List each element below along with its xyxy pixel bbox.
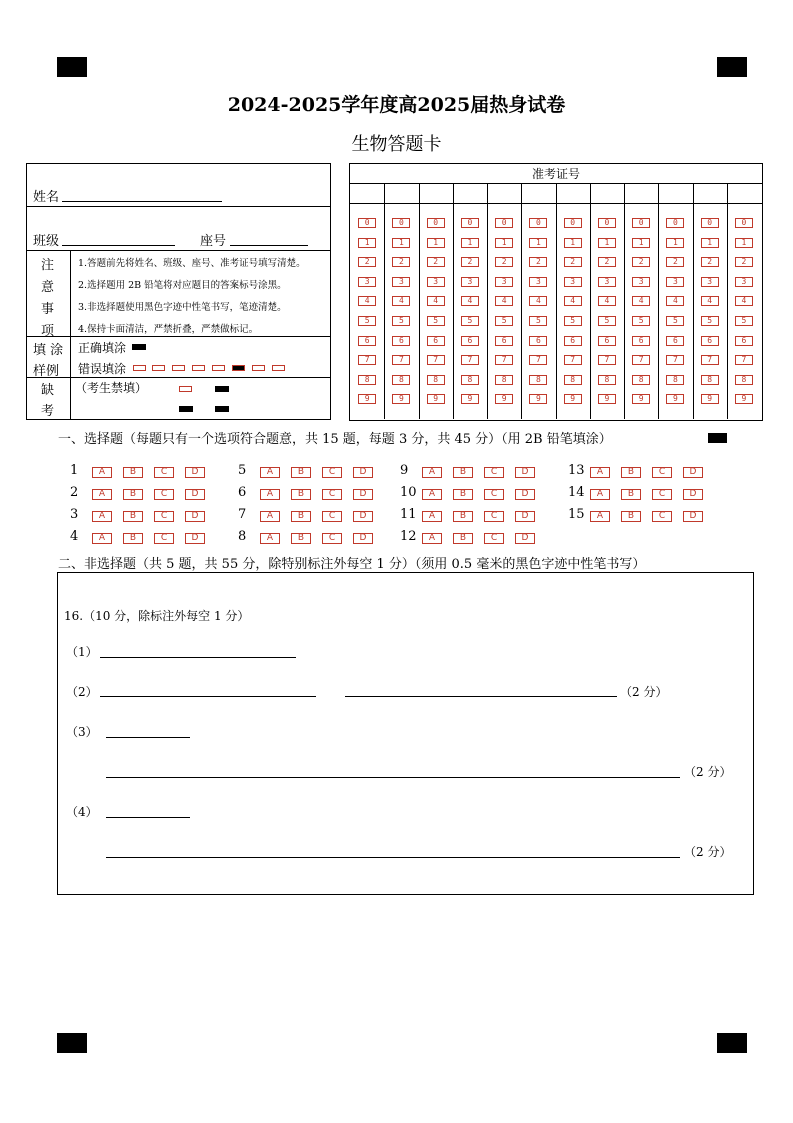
exam-number-digit-bubble[interactable]: 4 — [564, 296, 582, 306]
question-number: 4 — [70, 529, 79, 544]
option-bubble-c[interactable]: C — [484, 533, 504, 544]
exam-number-write-cell[interactable] — [455, 185, 485, 201]
option-bubble-d[interactable]: D — [185, 467, 205, 478]
option-bubble-a[interactable]: A — [260, 467, 280, 478]
exam-number-digit-bubble[interactable]: 3 — [735, 277, 753, 287]
notice-char-1: 注 — [41, 258, 55, 273]
option-bubble-c[interactable]: C — [652, 467, 672, 478]
exam-number-digit-bubble[interactable]: 5 — [461, 316, 479, 326]
question-number: 8 — [238, 529, 247, 544]
exam-number-column-divider — [624, 183, 625, 419]
exam-number-digit-bubble[interactable]: 6 — [461, 336, 479, 346]
option-bubble-d[interactable]: D — [185, 511, 205, 522]
exam-number-column-divider — [384, 183, 385, 419]
exam-number-digit-bubble[interactable]: 0 — [392, 218, 410, 228]
option-bubble-a[interactable]: A — [92, 467, 112, 478]
exam-number-digit-bubble[interactable]: 8 — [701, 375, 719, 385]
q16-part1-label: （1） — [66, 645, 98, 659]
exam-number-digit-bubble[interactable]: 9 — [358, 394, 376, 404]
option-bubble-b[interactable]: B — [621, 489, 641, 500]
exam-number-write-cell[interactable] — [660, 185, 690, 201]
option-bubble-a[interactable]: A — [422, 533, 442, 544]
exam-number-digit-bubble[interactable]: 2 — [392, 257, 410, 267]
exam-number-digit-bubble[interactable]: 1 — [495, 238, 513, 248]
option-bubble-b[interactable]: B — [453, 467, 473, 478]
option-bubble-a[interactable]: A — [92, 489, 112, 500]
option-bubble-a[interactable]: A — [422, 511, 442, 522]
exam-number-digit-bubble[interactable]: 2 — [427, 257, 445, 267]
exam-number-digit-bubble[interactable]: 0 — [598, 218, 616, 228]
exam-number-digit-bubble[interactable]: 6 — [495, 336, 513, 346]
exam-number-digit-bubble[interactable]: 9 — [529, 394, 547, 404]
exam-number-write-cell[interactable] — [386, 185, 416, 201]
exam-number-digit-bubble[interactable]: 9 — [495, 394, 513, 404]
option-bubble-c[interactable]: C — [484, 489, 504, 500]
exam-number-digit-bubble[interactable]: 3 — [495, 277, 513, 287]
option-bubble-b[interactable]: B — [291, 511, 311, 522]
exam-number-digit-bubble[interactable]: 3 — [461, 277, 479, 287]
exam-number-digit-bubble[interactable]: 5 — [529, 316, 547, 326]
exam-number-digit-bubble[interactable]: 0 — [495, 218, 513, 228]
option-bubble-d[interactable]: D — [353, 511, 373, 522]
q16-part3-label: （3） — [66, 725, 98, 739]
registration-mark-bottom-left — [57, 1033, 87, 1053]
exam-number-digit-bubble[interactable]: 0 — [632, 218, 650, 228]
option-bubble-d[interactable]: D — [353, 533, 373, 544]
exam-number-column-divider — [419, 183, 420, 419]
exam-number-write-cell[interactable] — [523, 185, 553, 201]
page-title: 2024-2025学年度高2025届热身试卷 — [227, 94, 566, 116]
seat-field[interactable] — [230, 230, 308, 246]
exam-number-digit-bubble[interactable]: 0 — [461, 218, 479, 228]
exam-number-digit-bubble[interactable]: 7 — [495, 355, 513, 365]
exam-number-digit-bubble[interactable]: 6 — [598, 336, 616, 346]
exam-number-box — [349, 163, 763, 421]
option-bubble-d[interactable]: D — [515, 533, 535, 544]
exam-number-write-cell[interactable] — [626, 185, 656, 201]
option-bubble-b[interactable]: B — [453, 533, 473, 544]
class-label: 班级 — [33, 234, 60, 249]
exam-number-digit-bubble[interactable]: 4 — [701, 296, 719, 306]
question-number: 12 — [400, 529, 417, 544]
q16-part2-label: （2） — [66, 685, 98, 699]
exam-number-digit-bubble[interactable]: 7 — [735, 355, 753, 365]
exam-number-digit-bubble[interactable]: 4 — [495, 296, 513, 306]
notice-char-3: 事 — [41, 302, 55, 317]
exam-number-digit-bubble[interactable]: 4 — [735, 296, 753, 306]
exam-number-digit-bubble[interactable]: 6 — [427, 336, 445, 346]
q16-part3-blank-1[interactable] — [106, 737, 190, 738]
exam-number-digit-bubble[interactable]: 3 — [529, 277, 547, 287]
exam-number-digit-bubble[interactable]: 0 — [427, 218, 445, 228]
q16-part2-score: （2 分） — [620, 685, 668, 699]
exam-number-column-divider — [556, 183, 557, 419]
option-bubble-c[interactable]: C — [322, 533, 342, 544]
exam-number-digit-bubble[interactable]: 1 — [564, 238, 582, 248]
exam-number-digit-bubble[interactable]: 1 — [632, 238, 650, 248]
option-bubble-b[interactable]: B — [123, 489, 143, 500]
exam-number-write-cell[interactable] — [729, 185, 759, 201]
exam-number-digit-bubble[interactable]: 5 — [564, 316, 582, 326]
exam-number-write-cell[interactable] — [592, 185, 622, 201]
exam-number-digit-bubble[interactable]: 8 — [358, 375, 376, 385]
exam-number-column-divider — [453, 183, 454, 419]
class-field[interactable] — [62, 230, 175, 246]
exam-number-digit-bubble[interactable]: 7 — [358, 355, 376, 365]
option-bubble-b[interactable]: B — [291, 467, 311, 478]
exam-number-digit-bubble[interactable]: 8 — [666, 375, 684, 385]
exam-number-column-divider — [658, 183, 659, 419]
exam-number-column-divider — [727, 183, 728, 419]
wrong-fill-label: 错误填涂 — [78, 362, 127, 376]
exam-number-digit-bubble[interactable]: 6 — [564, 336, 582, 346]
exam-number-digit-bubble[interactable]: 9 — [735, 394, 753, 404]
exam-number-digit-bubble[interactable]: 1 — [358, 238, 376, 248]
section-mark — [708, 433, 727, 443]
exam-number-digit-bubble[interactable]: 7 — [427, 355, 445, 365]
exam-number-digit-bubble[interactable]: 7 — [666, 355, 684, 365]
exam-number-digit-bubble[interactable]: 1 — [461, 238, 479, 248]
exam-number-digit-bubble[interactable]: 8 — [598, 375, 616, 385]
exam-number-column-divider — [693, 183, 694, 419]
absent-bubble[interactable] — [179, 386, 192, 392]
exam-number-digit-bubble[interactable]: 1 — [529, 238, 547, 248]
exam-number-digit-bubble[interactable]: 7 — [529, 355, 547, 365]
option-bubble-d[interactable]: D — [353, 489, 373, 500]
question-number: 11 — [400, 507, 417, 522]
option-bubble-b[interactable]: B — [123, 467, 143, 478]
question-number: 7 — [238, 507, 247, 522]
option-bubble-d[interactable]: D — [515, 489, 535, 500]
exam-number-digit-bubble[interactable]: 2 — [358, 257, 376, 267]
absent-note: （考生禁填） — [75, 381, 148, 395]
option-bubble-c[interactable]: C — [154, 467, 174, 478]
correct-fill-sample — [132, 344, 146, 350]
exam-number-write-cell[interactable] — [558, 185, 588, 201]
section2-title: 二、非选择题（共 5 题，共 55 分，除特别标注外每空 1 分）（须用 0.5 毫米的黑色字迹中性笔书写） — [58, 557, 646, 572]
exam-number-digit-bubble[interactable]: 0 — [529, 218, 547, 228]
option-bubble-a[interactable]: A — [260, 533, 280, 544]
exam-number-digit-bubble[interactable]: 9 — [666, 394, 684, 404]
exam-number-column-divider — [521, 183, 522, 419]
question-number: 2 — [70, 485, 79, 500]
exam-number-digit-bubble[interactable]: 6 — [666, 336, 684, 346]
exam-number-digit-bubble[interactable]: 3 — [564, 277, 582, 287]
exam-number-write-cell[interactable] — [489, 185, 519, 201]
exam-number-digit-bubble[interactable]: 6 — [735, 336, 753, 346]
notice-1: 1.答题前先将姓名、班级、座号、准考证号填写清楚。 — [78, 258, 306, 269]
option-bubble-b[interactable]: B — [453, 511, 473, 522]
exam-number-write-cell[interactable] — [352, 185, 382, 201]
exam-number-digit-bubble[interactable]: 6 — [632, 336, 650, 346]
option-bubble-c[interactable]: C — [322, 467, 342, 478]
exam-number-digit-bubble[interactable]: 2 — [495, 257, 513, 267]
q16-part1-blank[interactable] — [100, 657, 296, 658]
q16-part4-blank-1[interactable] — [106, 817, 190, 818]
exam-number-digit-bubble[interactable]: 5 — [735, 316, 753, 326]
q16-part2-blank-2[interactable] — [345, 696, 617, 697]
exam-number-digit-bubble[interactable]: 7 — [461, 355, 479, 365]
option-bubble-a[interactable]: A — [590, 511, 610, 522]
option-bubble-a[interactable]: A — [260, 489, 280, 500]
fill-sample-label-2: 样例 — [33, 364, 60, 379]
exam-number-digit-bubble[interactable]: 9 — [564, 394, 582, 404]
option-bubble-b[interactable]: B — [621, 511, 641, 522]
question-number: 14 — [568, 485, 585, 500]
exam-number-digit-bubble[interactable]: 4 — [598, 296, 616, 306]
option-bubble-a[interactable]: A — [92, 511, 112, 522]
name-label: 姓名 — [33, 190, 60, 205]
exam-number-digit-bubble[interactable]: 4 — [427, 296, 445, 306]
registration-mark-bottom-right — [717, 1033, 747, 1053]
fill-sample-label-1: 填 涂 — [33, 343, 64, 358]
exam-number-title: 准考证号 — [531, 167, 580, 181]
option-bubble-a[interactable]: A — [92, 533, 112, 544]
question-number: 9 — [400, 463, 409, 478]
exam-number-column-divider — [590, 183, 591, 419]
registration-mark-top-left — [57, 57, 87, 77]
absent-label-2: 考 — [41, 404, 55, 419]
q16-answer-box — [57, 572, 754, 895]
exam-number-digit-bubble[interactable]: 4 — [666, 296, 684, 306]
exam-number-digit-bubble[interactable]: 2 — [461, 257, 479, 267]
exam-number-digit-bubble[interactable]: 9 — [461, 394, 479, 404]
exam-number-digit-bubble[interactable]: 1 — [735, 238, 753, 248]
exam-number-digit-bubble[interactable]: 8 — [392, 375, 410, 385]
question-number: 3 — [70, 507, 79, 522]
question-number: 13 — [568, 463, 585, 478]
option-bubble-c[interactable]: C — [484, 467, 504, 478]
option-bubble-a[interactable]: A — [590, 489, 610, 500]
exam-number-digit-bubble[interactable]: 2 — [564, 257, 582, 267]
notice-4: 4.保持卡面清洁，严禁折叠，严禁做标记。 — [78, 324, 259, 335]
option-bubble-c[interactable]: C — [154, 533, 174, 544]
name-field[interactable] — [62, 186, 222, 202]
option-bubble-a[interactable]: A — [422, 489, 442, 500]
notice-char-2: 意 — [41, 280, 55, 295]
exam-number-digit-bubble[interactable]: 0 — [701, 218, 719, 228]
option-bubble-b[interactable]: B — [291, 489, 311, 500]
exam-number-digit-bubble[interactable]: 1 — [598, 238, 616, 248]
exam-number-digit-bubble[interactable]: 4 — [529, 296, 547, 306]
exam-number-digit-bubble[interactable]: 8 — [495, 375, 513, 385]
exam-number-digit-bubble[interactable]: 2 — [632, 257, 650, 267]
q16-part3-blank-2[interactable] — [106, 777, 680, 778]
option-bubble-d[interactable]: D — [683, 467, 703, 478]
exam-number-digit-bubble[interactable]: 8 — [461, 375, 479, 385]
exam-number-digit-bubble[interactable]: 8 — [564, 375, 582, 385]
exam-number-digit-bubble[interactable]: 6 — [392, 336, 410, 346]
exam-number-digit-bubble[interactable]: 9 — [632, 394, 650, 404]
exam-number-digit-bubble[interactable]: 2 — [701, 257, 719, 267]
option-bubble-c[interactable]: C — [322, 511, 342, 522]
exam-number-digit-bubble[interactable]: 5 — [632, 316, 650, 326]
exam-number-write-cell[interactable] — [695, 185, 725, 201]
q16-part4-label: （4） — [66, 805, 98, 819]
option-bubble-c[interactable]: C — [154, 511, 174, 522]
exam-number-digit-bubble[interactable]: 0 — [735, 218, 753, 228]
exam-number-write-cell[interactable] — [421, 185, 451, 201]
notice-2: 2.选择题用 2B 铅笔将对应题目的答案标号涂黑。 — [78, 280, 287, 291]
option-bubble-a[interactable]: A — [422, 467, 442, 478]
option-bubble-d[interactable]: D — [683, 511, 703, 522]
exam-number-digit-bubble[interactable]: 3 — [358, 277, 376, 287]
exam-number-digit-bubble[interactable]: 2 — [529, 257, 547, 267]
q16-part2-blank-1[interactable] — [100, 696, 316, 697]
notice-char-4: 项 — [41, 324, 55, 339]
option-bubble-b[interactable]: B — [123, 533, 143, 544]
exam-number-digit-bubble[interactable]: 0 — [358, 218, 376, 228]
exam-number-digit-bubble[interactable]: 1 — [392, 238, 410, 248]
option-bubble-a[interactable]: A — [260, 511, 280, 522]
option-bubble-d[interactable]: D — [515, 467, 535, 478]
exam-number-digit-bubble[interactable]: 4 — [358, 296, 376, 306]
option-bubble-a[interactable]: A — [590, 467, 610, 478]
exam-number-digit-bubble[interactable]: 9 — [392, 394, 410, 404]
exam-number-digit-bubble[interactable]: 0 — [666, 218, 684, 228]
exam-number-digit-bubble[interactable]: 4 — [461, 296, 479, 306]
option-bubble-b[interactable]: B — [453, 489, 473, 500]
exam-number-digit-bubble[interactable]: 6 — [701, 336, 719, 346]
exam-number-digit-bubble[interactable]: 1 — [666, 238, 684, 248]
question-number: 5 — [238, 463, 247, 478]
exam-number-digit-bubble[interactable]: 8 — [632, 375, 650, 385]
exam-number-digit-bubble[interactable]: 6 — [358, 336, 376, 346]
exam-number-digit-bubble[interactable]: 9 — [598, 394, 616, 404]
exam-number-digit-bubble[interactable]: 3 — [701, 277, 719, 287]
option-bubble-b[interactable]: B — [621, 467, 641, 478]
exam-number-digit-bubble[interactable]: 3 — [427, 277, 445, 287]
exam-number-digit-bubble[interactable]: 8 — [529, 375, 547, 385]
question-number: 10 — [400, 485, 417, 500]
exam-number-digit-bubble[interactable]: 3 — [392, 277, 410, 287]
option-bubble-c[interactable]: C — [652, 511, 672, 522]
exam-number-digit-bubble[interactable]: 7 — [564, 355, 582, 365]
option-bubble-c[interactable]: C — [484, 511, 504, 522]
q16-part3-score: （2 分） — [684, 765, 732, 779]
exam-number-column-divider — [487, 183, 488, 419]
exam-number-digit-bubble[interactable]: 7 — [598, 355, 616, 365]
exam-number-digit-bubble[interactable]: 9 — [427, 394, 445, 404]
q16-header: 16.（10 分，除标注外每空 1 分） — [64, 609, 250, 623]
exam-number-digit-bubble[interactable]: 5 — [495, 316, 513, 326]
option-bubble-b[interactable]: B — [291, 533, 311, 544]
exam-number-digit-bubble[interactable]: 5 — [701, 316, 719, 326]
option-bubble-c[interactable]: C — [322, 489, 342, 500]
exam-number-digit-bubble[interactable]: 3 — [598, 277, 616, 287]
notice-3: 3.非选择题使用黑色字迹中性笔书写，笔迹清楚。 — [78, 302, 287, 313]
option-bubble-d[interactable]: D — [683, 489, 703, 500]
option-bubble-d[interactable]: D — [353, 467, 373, 478]
student-info-box — [26, 163, 331, 420]
exam-number-digit-bubble[interactable]: 1 — [427, 238, 445, 248]
option-bubble-d[interactable]: D — [185, 489, 205, 500]
exam-number-digit-bubble[interactable]: 9 — [701, 394, 719, 404]
exam-number-digit-bubble[interactable]: 2 — [666, 257, 684, 267]
exam-number-digit-bubble[interactable]: 3 — [666, 277, 684, 287]
section1-title: 一、选择题（每题只有一个选项符合题意，共 15 题，每题 3 分，共 45 分）（用 2B 铅笔填涂） — [58, 432, 612, 447]
registration-mark-top-right — [717, 57, 747, 77]
exam-number-digit-bubble[interactable]: 5 — [666, 316, 684, 326]
correct-fill-label: 正确填涂 — [78, 341, 127, 355]
exam-number-digit-bubble[interactable]: 3 — [632, 277, 650, 287]
option-bubble-c[interactable]: C — [154, 489, 174, 500]
exam-number-digit-bubble[interactable]: 8 — [427, 375, 445, 385]
exam-number-digit-bubble[interactable]: 4 — [392, 296, 410, 306]
exam-number-digit-bubble[interactable]: 0 — [564, 218, 582, 228]
exam-number-digit-bubble[interactable]: 8 — [735, 375, 753, 385]
exam-number-digit-bubble[interactable]: 7 — [701, 355, 719, 365]
q16-part4-score: （2 分） — [684, 845, 732, 859]
exam-number-digit-bubble[interactable]: 2 — [598, 257, 616, 267]
option-bubble-d[interactable]: D — [515, 511, 535, 522]
exam-number-digit-bubble[interactable]: 5 — [598, 316, 616, 326]
exam-number-digit-bubble[interactable]: 5 — [392, 316, 410, 326]
exam-number-digit-bubble[interactable]: 5 — [427, 316, 445, 326]
exam-number-digit-bubble[interactable]: 1 — [701, 238, 719, 248]
option-bubble-c[interactable]: C — [652, 489, 672, 500]
page-subtitle: 生物答题卡 — [351, 134, 442, 155]
exam-number-digit-bubble[interactable]: 4 — [632, 296, 650, 306]
exam-number-digit-bubble[interactable]: 2 — [735, 257, 753, 267]
option-bubble-b[interactable]: B — [123, 511, 143, 522]
exam-number-digit-bubble[interactable]: 7 — [632, 355, 650, 365]
question-number: 1 — [70, 463, 79, 478]
exam-number-digit-bubble[interactable]: 7 — [392, 355, 410, 365]
option-bubble-d[interactable]: D — [185, 533, 205, 544]
question-number: 15 — [568, 507, 585, 522]
absent-label-1: 缺 — [41, 383, 55, 398]
exam-number-digit-bubble[interactable]: 6 — [529, 336, 547, 346]
exam-number-digit-bubble[interactable]: 5 — [358, 316, 376, 326]
seat-label: 座号 — [200, 234, 227, 249]
q16-part4-blank-2[interactable] — [106, 857, 680, 858]
question-number: 6 — [238, 485, 247, 500]
